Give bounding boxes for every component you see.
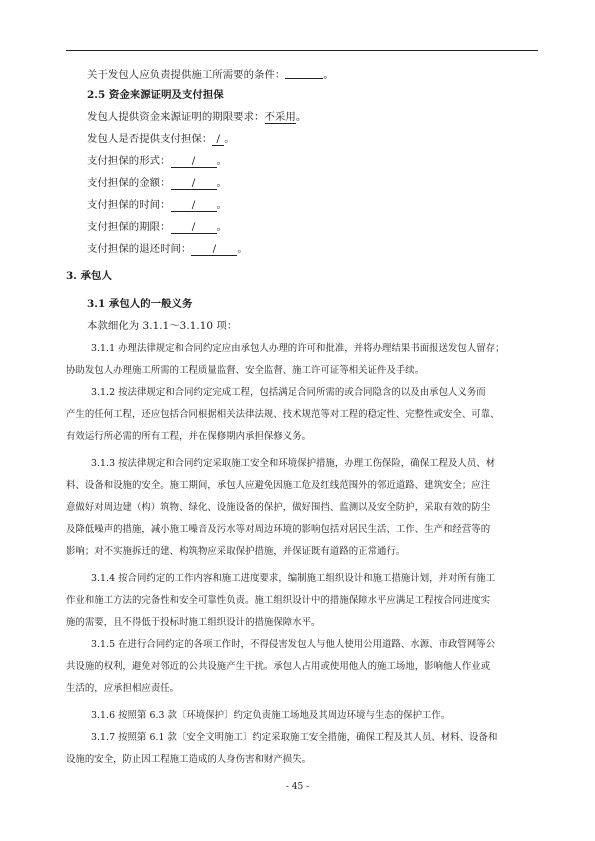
blank-underline [285,67,323,79]
filled-value: / [171,156,217,168]
text-line-conditions: 关于发包人应负责提供施工所需要的条件： 。 [87,69,334,81]
header-rule [66,50,538,51]
filled-value: / [191,244,237,256]
section-heading-3: 3. 承包人 [66,270,112,282]
paragraph-line: 3.1.2 按法律规定和合同约定完成工程，包括满足合同所需的或合同隐含的以及由承包人义务而 [91,387,486,398]
filled-value: / [171,200,217,212]
text-line-payment-guarantee: 发包人是否提供支付担保： / 。 [87,133,235,145]
text-line-guarantee-form: 支付担保的形式： / 。 [87,155,227,167]
section-heading-3-1: 3.1 承包人的一般义务 [87,298,193,310]
paragraph-line: 3.1.3 按法律规定和合同约定采取施工安全和环境保护措施，办理工伤保险，确保工程及人员、材 [91,458,496,469]
paragraph-line: 意做好对周边建（构）筑物、绿化、设施设备的保护，做好围挡、监测以及安全防护，采取有效的防尘 [66,502,491,513]
text-line-guarantee-amount: 支付担保的金额： / 。 [87,177,227,189]
paragraph-line: 3.1.7 按照第 6.1 款〔安全文明施工〕约定采取施工安全措施，确保工程及其人员、材料、设备和 [91,732,498,743]
filled-value: / [212,134,224,146]
paragraph-line: 影响；对不实施拆迁的建、构筑物应采取保护措施，并保证既有道路的正常通行。 [66,546,406,557]
text-line-guarantee-time: 支付担保的时间： / 。 [87,199,227,211]
paragraph-line: 生活的，应承担相应责任。 [66,683,180,694]
paragraph-line: 施的需要，且不得低于投标时施工组织设计的措施保障水平。 [66,617,321,628]
section-heading-2-5: 2.5 资金来源证明及支付担保 [87,89,224,101]
paragraph-line: 及降低噪声的措施，减小施工噪音及污水等对周边环境的影响包括对居民生活、工作、生产和经营等的 [66,524,491,535]
text-line-guarantee-period: 支付担保的期限： / 。 [87,221,227,233]
paragraph-line: 有效运行所必需的所有工程，并在保修期内承担保修义务。 [66,431,312,442]
paragraph-line: 产生的任何工程，还应包括合同根据相关法律法规、技术规范等对工程的稳定性、完整性或安全、可靠、 [66,409,500,420]
paragraph-line: 3.1.6 按照第 6.3 款〔环境保护〕约定负责施工场地及其周边环境与生态的保护工作。 [91,710,451,721]
paragraph-line: 3.1.5 在进行合同约定的各项工作时，不得侵害发包人与他人使用公用道路、水源、市政管网等公 [91,639,496,650]
text-line: 本款细化为 3.1.1～3.1.10 项： [87,320,238,332]
paragraph-line: 3.1.1 办理法律规定和合同约定应由承包人办理的许可和批准，并将办理结果书面报送发包人留存； [91,343,505,354]
paragraph-line: 3.1.4 按合同约定的工作内容和施工进度要求，编制施工组织设计和施工措施计划，并对所有施工 [91,573,496,584]
page-number: - 45 - [285,782,310,792]
text-line-guarantee-return: 支付担保的退还时间： / 。 [87,243,248,255]
filled-value: / [171,178,217,190]
filled-value: 不采用 [264,111,296,123]
paragraph-line: 作业和施工方法的完备性和安全可靠性负责。施工组织设计中的措施保障水平应满足工程按合同进度实 [66,595,491,606]
paragraph-line: 共设施的权利，避免对邻近的公共设施产生干扰。承包人占用或使用他人的施工场地，影响他人作业或 [66,661,491,672]
text-line-funding-proof: 发包人提供资金来源证明的期限要求：不采用。 [87,111,307,123]
filled-value: / [171,222,217,234]
paragraph-line: 协助发包人办理施工所需的工程质量监督、安全监督、施工许可证等相关证件及手续。 [66,365,425,376]
paragraph-line: 设施的安全，防止因工程施工造成的人身伤害和财产损失。 [66,754,312,765]
paragraph-line: 料、设备和设施的安全。施工期间，承包人应避免因施工危及红线范围外的邻近道路、建筑安全；应注 [66,480,491,491]
